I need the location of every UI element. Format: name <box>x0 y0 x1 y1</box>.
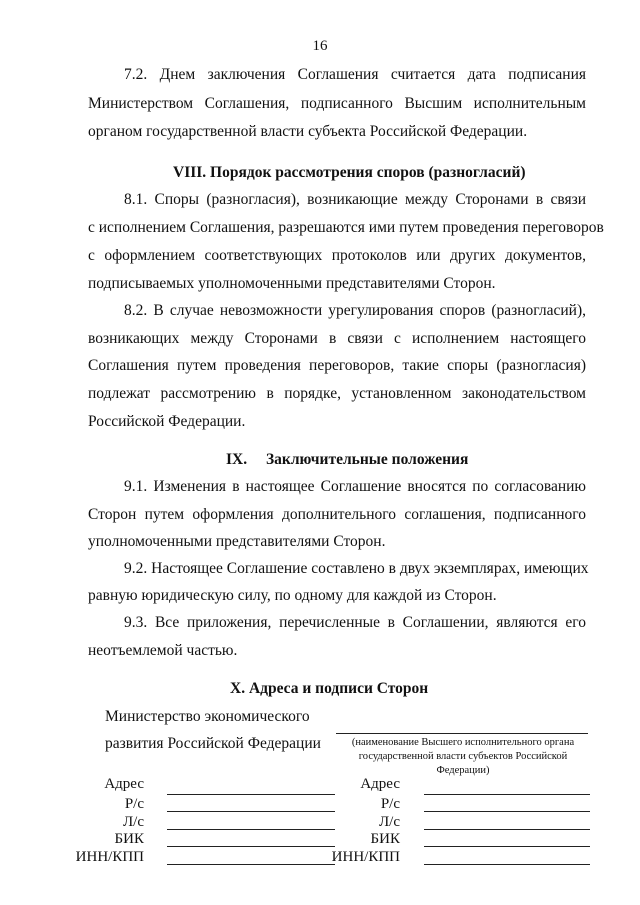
left-field-label: Адрес <box>104 776 144 792</box>
left-field-label: Л/с <box>123 814 144 830</box>
paragraph-8-2-line: подлежат рассмотрению в порядке, установленном законодательством <box>88 385 586 402</box>
left-field-line <box>167 794 335 795</box>
left-field-label: БИК <box>114 831 144 847</box>
paragraph-8-1-line: подписываемых уполномоченными представителями Сторон. <box>88 275 496 292</box>
right-field-label: БИК <box>370 831 400 847</box>
paragraph-8-2-line: 8.2. В случае невозможности урегулирования споров (разногласий), <box>124 302 586 319</box>
paragraph-8-2-line: Российской Федерации. <box>88 413 246 430</box>
section-10-heading: X. Адреса и подписи Сторон <box>230 680 429 697</box>
paragraph-9-3-line: неотъемлемой частью. <box>88 642 238 659</box>
paragraph-7-2-line: Министерством Соглашения, подписанного Высшим исполнительным <box>88 95 586 112</box>
paragraph-7-2-line: 7.2. Днем заключения Соглашения считается дата подписания <box>124 66 586 83</box>
paragraph-8-1-line: 8.1. Споры (разногласия), возникающие между Сторонами в связи <box>124 191 586 208</box>
right-field-label: Р/с <box>380 796 400 812</box>
paragraph-9-1-line: уполномоченными представителями Сторон. <box>88 533 386 550</box>
left-field-line <box>167 846 335 847</box>
left-field-label: ИНН/КПП <box>75 849 144 865</box>
paragraph-7-2-line: органом государственной власти субъекта Российской Федерации. <box>88 123 528 140</box>
paragraph-9-1-line: Сторон путем оформления дополнительного соглашения, подписанного <box>88 506 586 523</box>
paragraph-9-1-line: 9.1. Изменения в настоящее Соглашение вносятся по согласованию <box>124 478 586 495</box>
right-party-caption: (наименование Высшего исполнительного органа государственной власти субъектов Российской Федерации) <box>351 737 575 776</box>
paragraph-8-1-line: с оформлением соответствующих протоколов или других документов, <box>88 247 586 264</box>
paragraph-9-2-line: 9.2. Настоящее Соглашение составлено в двух экземплярах, имеющих <box>124 560 589 577</box>
right-field-line <box>424 846 590 847</box>
section-8-heading: VIII. Порядок рассмотрения споров (разногласий) <box>173 164 526 181</box>
right-field-label: Адрес <box>360 776 400 792</box>
right-field-line <box>424 829 590 830</box>
page-number: 16 <box>312 38 328 54</box>
left-party-name: Министерство экономического <box>105 708 310 725</box>
right-party-name-line <box>336 733 588 734</box>
right-field-line <box>424 794 590 795</box>
section-9-number: IX. <box>226 451 248 468</box>
right-field-line <box>424 811 590 812</box>
left-field-line <box>167 829 335 830</box>
left-field-line <box>167 864 335 865</box>
right-field-label: Л/с <box>379 814 400 830</box>
section-9-heading: Заключительные положения <box>266 451 469 468</box>
paragraph-8-1-line: с исполнением Соглашения, разрешаются ими путем проведения переговоров <box>88 219 604 236</box>
left-field-label: Р/с <box>124 796 144 812</box>
paragraph-9-2-line: равную юридическую силу, по одному для каждой из Сторон. <box>88 587 497 604</box>
paragraph-9-3-line: 9.3. Все приложения, перечисленные в Соглашении, являются его <box>124 614 586 631</box>
right-field-label: ИНН/КПП <box>331 849 400 865</box>
right-field-line <box>424 864 590 865</box>
left-field-line <box>167 811 335 812</box>
paragraph-8-2-line: возникающих между Сторонами в связи с исполнением настоящего <box>88 330 586 347</box>
paragraph-8-2-line: Соглашения путем проведения переговоров, такие споры (разногласия) <box>88 357 586 374</box>
left-party-name: развития Российской Федерации <box>105 735 321 752</box>
